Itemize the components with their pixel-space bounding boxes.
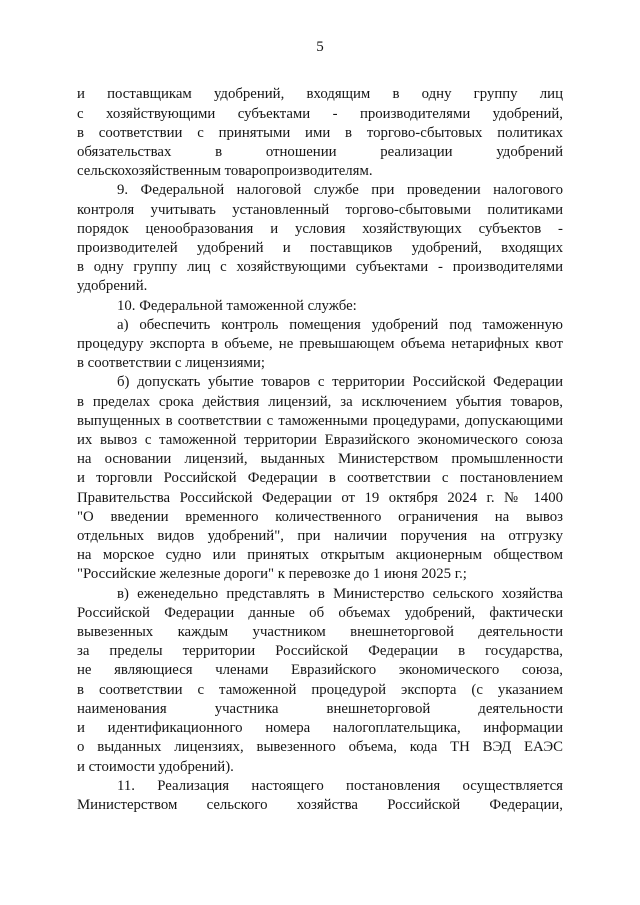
text-line: сельскохозяйственным товаропроизводителям. — [77, 163, 373, 180]
text-line: наименования участника внешнеторговой деятельности — [77, 700, 563, 717]
text-line: производителей удобрений и поставщиков удобрений, входящих — [77, 240, 563, 257]
text-line: в) еженедельно представлять в Министерство сельского хозяйства — [117, 585, 563, 602]
text-line: "О введении временного количественного ограничения на вывоз — [77, 508, 563, 525]
subclause-v — [77, 585, 563, 777]
text-line: а) обеспечить контроль помещения удобрений под таможенную — [117, 316, 563, 333]
text-line: Российской Федерации данные об объемах удобрений, фактически — [77, 604, 563, 621]
text-line: удобрений. — [77, 278, 148, 295]
text-line: 11. Реализация настоящего постановления осуществляется — [117, 777, 563, 794]
text-line: контроля учитывать установленный торгово-сбытовыми политиками — [77, 201, 563, 218]
text-line: вывезенных каждым участником внешнеторговой деятельности — [77, 624, 563, 641]
text-line: Министерством сельского хозяйства Российской Федерации, — [77, 796, 563, 813]
text-line: на основании лицензий, выданных Министерством промышленности — [77, 451, 563, 468]
text-line: Правительства Российской Федерации от 19 октября 2024 г. № 1400 — [77, 489, 563, 506]
clause-9 — [77, 181, 563, 296]
text-line: б) допускать убытие товаров с территории Российской Федерации — [117, 374, 563, 391]
page-number: 5 — [316, 39, 324, 55]
text-line: на морское судно или принятых открытым акционерным обществом — [77, 547, 563, 564]
clause-10 — [77, 297, 563, 316]
text-line: и идентификационного номера налогоплательщика, информации — [77, 720, 563, 737]
text-line: и стоимости удобрений). — [77, 758, 234, 775]
text-line: с хозяйствующими субъектами - производителями удобрений, — [77, 105, 563, 122]
text-line: о выданных лицензиях, вывезенного объема, кода ТН ВЭД ЕАЭС — [77, 739, 563, 756]
subclause-a — [77, 316, 563, 374]
text-line: порядок ценообразования и условия хозяйствующих субъектов - — [77, 220, 563, 237]
text-line: "Российские железные дороги" к перевозке до 1 июня 2025 г.; — [77, 566, 467, 583]
text-line: и торговли Российской Федерации в соответствии с постановлением — [77, 470, 563, 487]
document-body — [77, 85, 563, 815]
text-line: за пределы территории Российской Федерации в государства, — [77, 643, 563, 660]
text-line: 10. Федеральной таможенной службе: — [117, 297, 357, 314]
text-line: в соответствии с лицензиями; — [77, 355, 265, 372]
text-line: их вывоз с таможенной территории Евразийского экономического союза — [77, 432, 563, 449]
text-line: в соответствии с принятыми ими в торгово-сбытовых политиках — [77, 124, 563, 141]
text-line: в одну группу лиц с хозяйствующими субъектами - производителями — [77, 259, 563, 276]
text-line: и поставщикам удобрений, входящим в одну группу лиц — [77, 86, 563, 103]
text-line: отдельных видов удобрений", при наличии поручения на отгрузку — [77, 528, 563, 545]
text-line: обязательствах в отношении реализации удобрений — [77, 144, 563, 160]
text-line: выпущенных в соответствии с таможенными процедурами, допускающими — [77, 412, 563, 429]
text-line: в соответствии с таможенной процедурой экспорта (с указанием — [77, 681, 563, 698]
paragraph-continuation — [77, 85, 563, 181]
text-line: в пределах срока действия лицензий, за исключением убытия товаров, — [77, 393, 563, 410]
clause-11 — [77, 777, 563, 815]
text-line: не являющиеся членами Евразийского экономического союза, — [77, 662, 563, 679]
text-line: 9. Федеральной налоговой службе при проведении налогового — [117, 182, 563, 199]
text-line: процедуру экспорта в объеме, не превышающем объема нетарифных квот — [77, 336, 563, 353]
subclause-b — [77, 373, 563, 584]
